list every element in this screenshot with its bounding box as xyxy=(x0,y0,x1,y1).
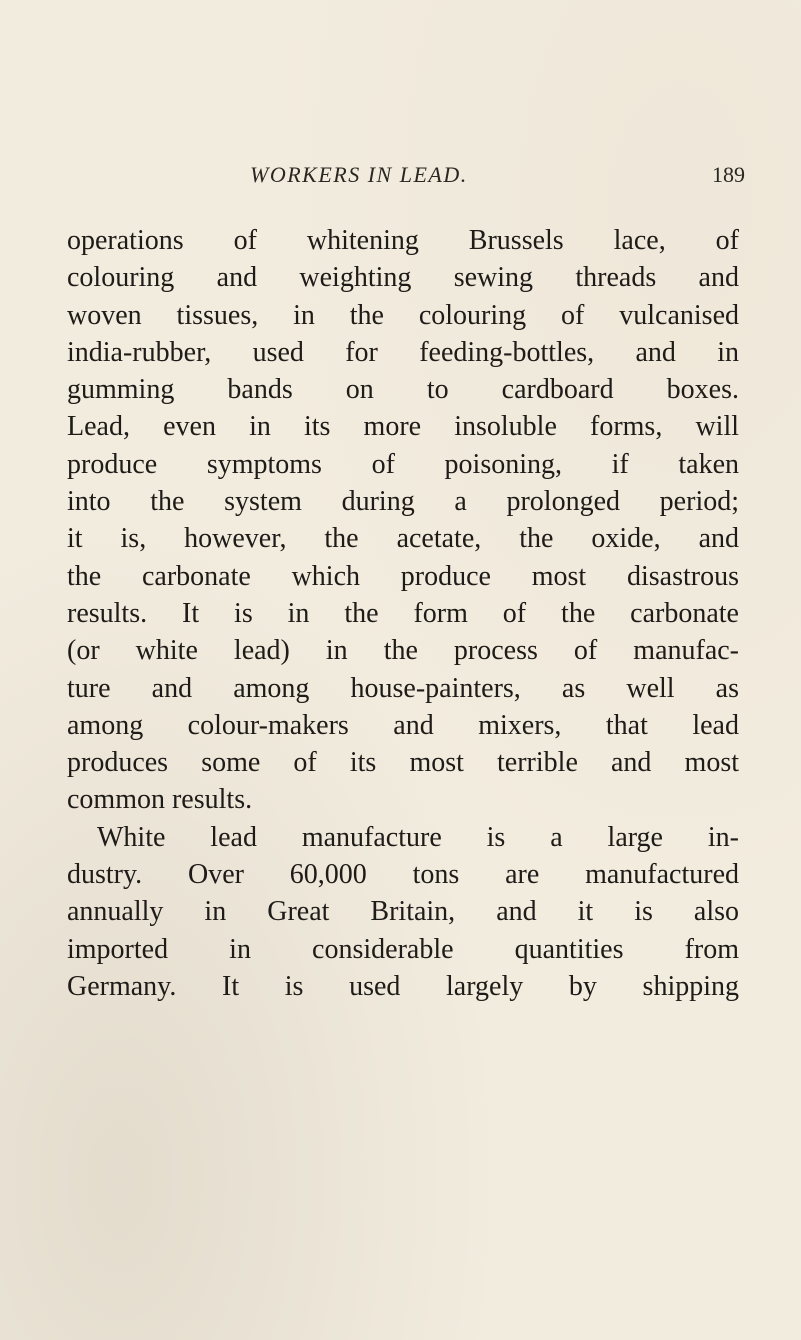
text-line: White lead manufacture is a large in- xyxy=(97,821,739,853)
text-line: colouring and weighting sewing threads and xyxy=(67,262,739,294)
text-line: annually in Great Britain, and it is also xyxy=(67,896,739,928)
text-line: india-rubber, used for feeding-bottles, and in xyxy=(67,336,739,368)
text-line: among colour-makers and mixers, that lead xyxy=(67,709,739,741)
text-line: common results. xyxy=(67,784,253,816)
text-line: produce symptoms of poisoning, if taken xyxy=(67,448,739,480)
text-line: produces some of its most terrible and most xyxy=(67,747,739,779)
text-line: imported in considerable quantities from xyxy=(67,933,739,965)
text-line: into the system during a prolonged period; xyxy=(67,486,739,518)
running-title: WORKERS IN LEAD. xyxy=(250,162,468,187)
body-text xyxy=(67,222,739,1005)
page-number: 189 xyxy=(712,162,745,187)
text-line: ture and among house-painters, as well as xyxy=(67,672,739,704)
text-line: gumming bands on to cardboard boxes. xyxy=(67,374,739,406)
text-line: the carbonate which produce most disastrous xyxy=(67,560,739,592)
text-line: dustry. Over 60,000 tons are manufactured xyxy=(67,859,739,891)
text-line: Germany. It is used largely by shipping xyxy=(67,970,739,1002)
text-line: Lead, even in its more insoluble forms, will xyxy=(67,411,739,443)
running-head xyxy=(0,162,801,192)
text-line: operations of whitening Brussels lace, of xyxy=(67,225,739,256)
text-line: woven tissues, in the colouring of vulcanised xyxy=(67,299,739,331)
text-line: (or white lead) in the process of manufac- xyxy=(67,635,739,667)
text-line: it is, however, the acetate, the oxide, and xyxy=(67,523,739,555)
text-line: results. It is in the form of the carbonate xyxy=(67,597,739,629)
